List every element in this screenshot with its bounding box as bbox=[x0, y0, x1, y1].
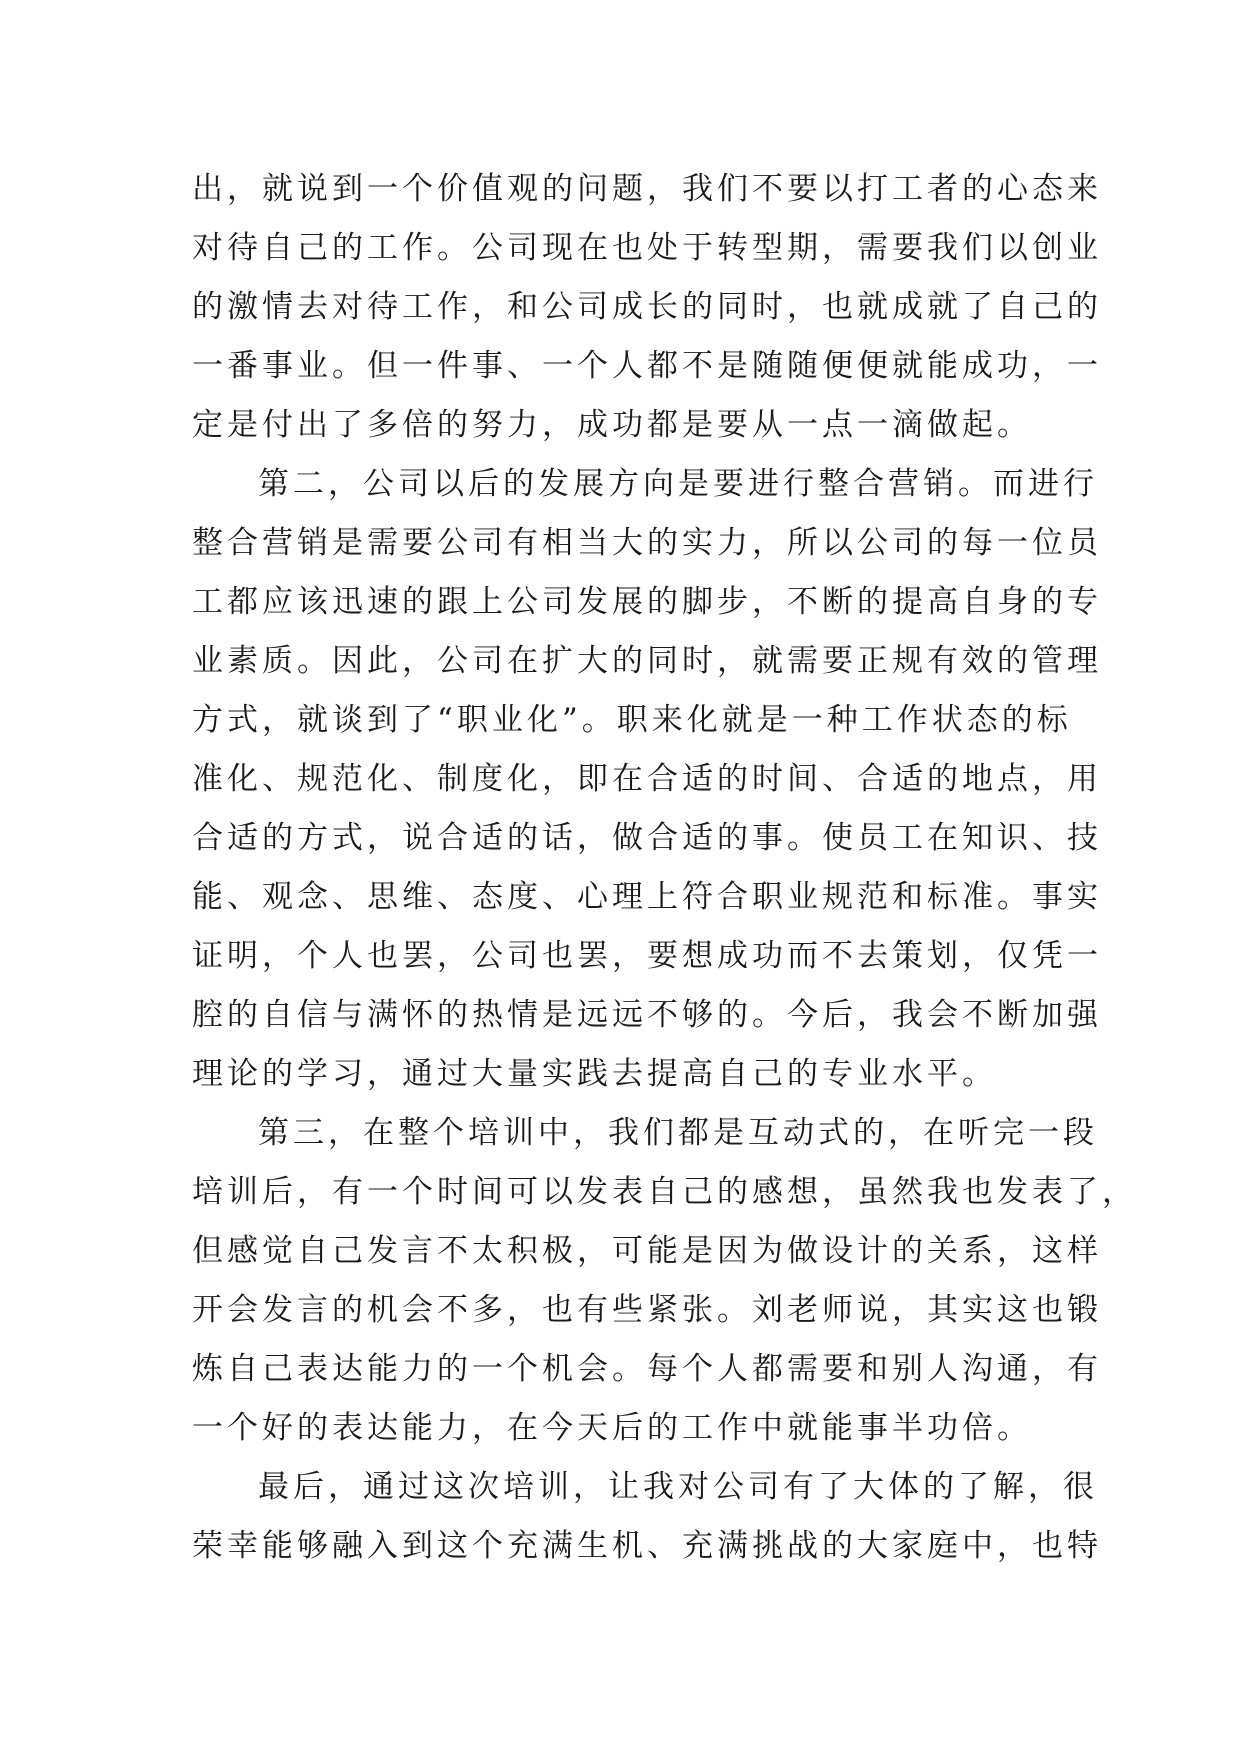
text-line: 对待自己的工作。公司现在也处于转型期，需要我们以创业 bbox=[192, 230, 1102, 266]
text-line: 一番事业。但一件事、一个人都不是随随便便就能成功，一 bbox=[192, 348, 1102, 384]
text-line: 的激情去对待工作，和公司成长的同时，也就成就了自己的 bbox=[192, 289, 1102, 325]
paragraph-start-line: 最后，通过这次培训，让我对公司有了大体的了解，很 bbox=[258, 1469, 1098, 1505]
text-line: 荣幸能够融入到这个充满生机、充满挑战的大家庭中，也特 bbox=[192, 1528, 1102, 1564]
text-line: 定是付出了多倍的努力，成功都是要从一点一滴做起。 bbox=[192, 407, 1032, 443]
text-line: 但感觉自己发言不太积极，可能是因为做设计的关系，这样 bbox=[192, 1233, 1102, 1269]
text-line: 整合营销是需要公司有相当大的实力，所以公司的每一位员 bbox=[192, 525, 1102, 561]
paragraph-start-line: 第二，公司以后的发展方向是要进行整合营销。而进行 bbox=[258, 466, 1098, 502]
text-line: 出，就说到一个价值观的问题，我们不要以打工者的心态来 bbox=[192, 171, 1102, 207]
text-line: 证明，个人也罢，公司也罢，要想成功而不去策划，仅凭一 bbox=[192, 938, 1102, 974]
text-line: 工都应该迅速的跟上公司发展的脚步，不断的提高自身的专 bbox=[192, 584, 1102, 620]
text-line: 一个好的表达能力，在今天后的工作中就能事半功倍。 bbox=[192, 1410, 1032, 1446]
paragraph-start-line: 第三，在整个培训中，我们都是互动式的，在听完一段 bbox=[258, 1115, 1098, 1151]
text-line: 培训后，有一个时间可以发表自己的感想，虽然我也发表了， bbox=[192, 1174, 1137, 1210]
text-line: 开会发言的机会不多，也有些紧张。刘老师说，其实这也锻 bbox=[192, 1292, 1102, 1328]
text-line: 炼自己表达能力的一个机会。每个人都需要和别人沟通，有 bbox=[192, 1351, 1102, 1387]
text-line: 业素质。因此，公司在扩大的同时，就需要正规有效的管理 bbox=[192, 643, 1102, 679]
text-line: 准化、规范化、制度化，即在合适的时间、合适的地点，用 bbox=[192, 761, 1102, 797]
text-line: 合适的方式，说合适的话，做合适的事。使员工在知识、技 bbox=[192, 820, 1102, 856]
text-line: 理论的学习，通过大量实践去提高自己的专业水平。 bbox=[192, 1056, 997, 1092]
text-line: 方式，就谈到了“职业化”。职来化就是一种工作状态的标 bbox=[192, 702, 1072, 738]
text-line: 能、观念、思维、态度、心理上符合职业规范和标准。事实 bbox=[192, 879, 1102, 915]
text-line: 腔的自信与满怀的热情是远远不够的。今后，我会不断加强 bbox=[192, 997, 1102, 1033]
body-text bbox=[192, 160, 1137, 1576]
